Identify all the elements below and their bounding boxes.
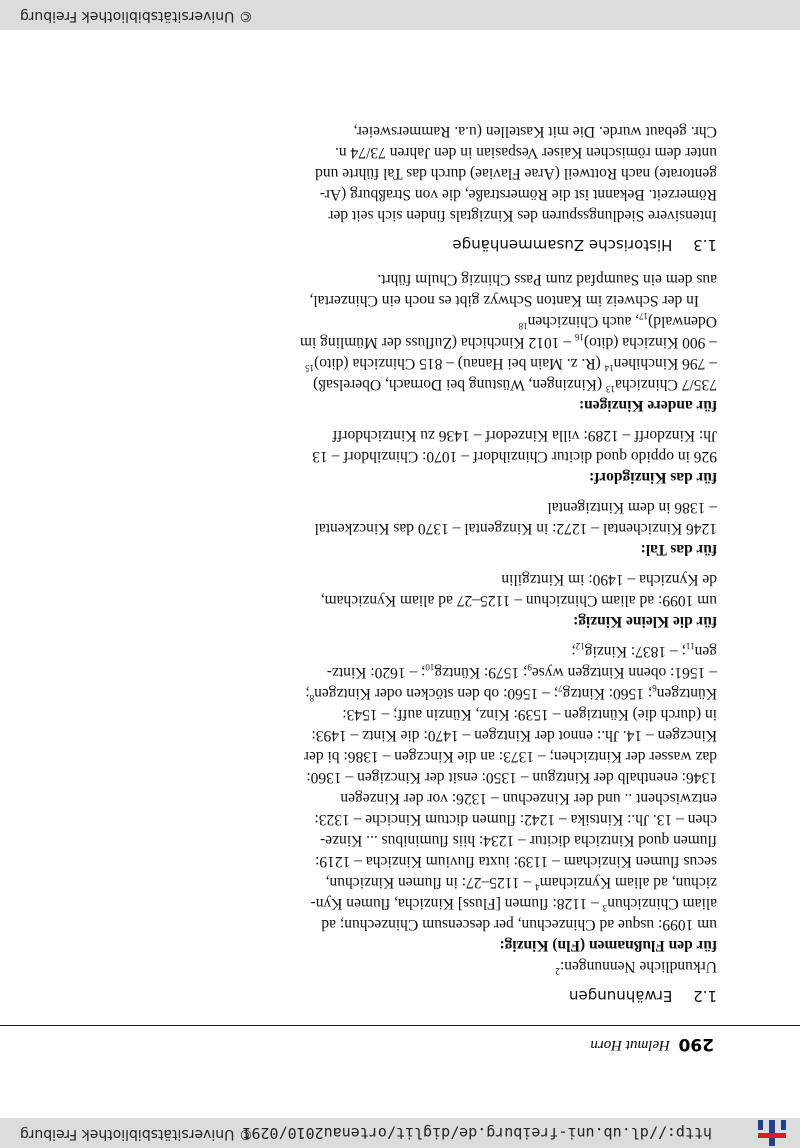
paragraph-schweiz: In der Schweiz im Kanton Schwyz gibt es noch ein Chinzertal, aus dem ein Saumpfad zum Pass Chinzig Chulm führt. xyxy=(309,271,717,309)
source-url[interactable]: http://dl.ub.uni-freiburg.de/diglit/ortenau2010/0291 xyxy=(242,1124,712,1142)
library-credit-bottom: © Universitätsbibliothek Freiburg xyxy=(20,8,253,24)
heading-kleine-kinzig: für die Kleine Kinzig: xyxy=(573,613,717,630)
urkundliche-nennungen: Urkundliche Nennungen:$^2$ xyxy=(555,958,717,977)
header-rule xyxy=(0,1025,800,1026)
paragraph-andere-kinzigen: 735/7 Chinzicha$^{13}$ (Kinzingen, Wüstung bei Dornach, Oberelsaß) – 796 Kinchihen$^{14}$ (R. z. Main bei Hanau) – 815 Chinzicha (dito)$^{15}$ – 900 Kinzicha $(dito)_{16} - 1012$ Kinchicha (Zufluss der Mümling im $Odenwald)_{17}$, auch Chinzichen$^{18}$ xyxy=(299,310,717,395)
page-number: 290 xyxy=(678,1034,714,1054)
heading-kinzigdorf: für das Kinzigdorf: xyxy=(588,469,717,486)
paragraph-tal: 1246 Kinzichental – 1272: in Kinzgental – 1370 das Kinczkental – 1386 in dem Kintzigental xyxy=(314,499,717,537)
library-credit: © Universitätsbibliothek Freiburg xyxy=(20,1126,253,1142)
body-text xyxy=(81,121,717,1011)
running-head: Helmut Horn xyxy=(590,1037,670,1053)
heading-tal: für das Tal: xyxy=(640,541,717,558)
paragraph-historisch: Intensivere Siedlungsspuren des Kinzigtals finden sich seit der Römerzeit. Bekannt ist die Römerstraße, die von Straßburg (Ar- gentorate) nach Rottweil (Arae Flaviae) durch das Tal führte und unter dem römischen Kaiser Vespasian in den Jahren 73/74 n. Chr. gebaut wurde. Die mit Kastellen (u.a. Rammersweier, xyxy=(315,123,717,224)
section-heading-1-2: 1.2 Erwähnungen xyxy=(568,987,717,1005)
page-header xyxy=(0,1024,800,1064)
heading-flussnamen: für den Flußnamen (Fln) Kinzig: xyxy=(499,937,717,954)
paragraph-kinzigdorf: 926 in oppido quod dicitur Chinzihdorf – 1070: Chinzihdorf – 13 Jh: Kinzdorff – 1289: villa Kinzedorf – 1436 zu Kintzichdorff xyxy=(312,427,717,465)
paragraph-flussnamen: um 1099: usque ad Chinzechun, per descensum Chinzechun; ad aliam Chinzichun$^3$ – 1128: flumen [Fluss] Kinzicha, flumen Kyn- zichun, ad aliam Kynzicham$^4$ – 1125–27: in flumen Kinzichun, secus flumen Kinzicham – 1139: iuxta fluvium Kinzicha – 1219: flumen quod Kintzicha dicitur – 1234: hiis fluminibus ... Kinze- chen – 13. Jh.: Kintsika – 1242: flumen dictum Kinciche – 1323: entzwischent .. und der Kinzechun – 1326: vor der Kinzegen 1346: enenthalb der Kintzgun – 1350: ensit der Kinczigen – 1360: daz wasser der Kintzichen; – 1373: an die Kinczgen – 1386: bi der Kinczgen – 14. Jh.: ennot der Kintzgen – 1470: die Kintz – 1493: in (durch die) Küntzigen – 1539: Kinz, Künzin auff; – 1543: Küntzgen$_6$; 1560: Kintzg$_7$; – 1560: ob den stöcken oder Kintzgen$^8$; – 1561: obenn Kintzgen wyse$_9$; 1579: Küntzg$_{10}$; – 1620: Kintz- gen$_{11}$; – 1837: Kinzig$_{12}$; xyxy=(303,640,717,933)
viewer-top-bar xyxy=(0,1118,800,1148)
viewer-bottom-bar xyxy=(0,0,800,30)
paragraph-kleine-kinzig: um 1099: ad aliam Chinzichun – 1125–27 ad aliam Kynzicham, de Kynzicha – 1490: im Kintzgilin xyxy=(320,571,717,609)
section-heading-1-3: 1.3 Historische Zusammenhänge xyxy=(452,236,717,254)
uni-freiburg-logo-icon xyxy=(748,1120,792,1146)
heading-andere-kinzigen: für andere Kinzigen: xyxy=(578,397,717,414)
